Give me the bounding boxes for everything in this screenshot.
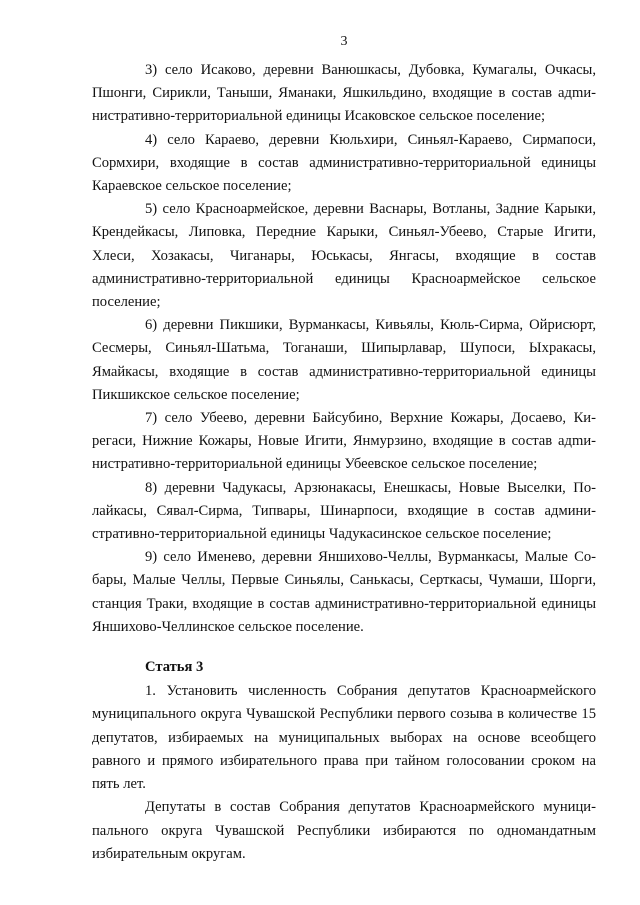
document-page	[92, 34, 596, 866]
list-item-9: 9) село Именево, деревни Яншихово-Челлы, Вурманкасы, Малые Собары, Малые Челлы, Первые Синьялы, Санькасы, Серткасы, Чумаши, Шорги, станция Траки, входящие в состав административно-территориальной единицы Яншихово-Челлинское сельское поселение.	[92, 549, 596, 635]
list-item-5: 5) село Красноармейское, деревни Васнары, Вотланы, Задние Карыки, Крендейкасы, Липовка, Передние Карыки, Синьял-Убеево, Старые Игити, Хлеси, Хозакасы, Чиганары, Юськасы, Янгасы, входящие в состав административно-территориальной единицы Красноармейское сельское поселение;	[92, 201, 596, 311]
list-item-3: 3) село Исаково, деревни Ванюшкасы, Дубовка, Кумагалы, Очкасы, Пшонги, Сирикли, Таныши, Яманаки, Яшкильдино, входящие в состав адmинистративно-территориальной единицы Исаковское сельское поселение;	[92, 62, 596, 125]
article-paragraph-1: 1. Установить численность Собрания депутатов Красноармейского муниципального округа Чувашской Республики первого созыва в количестве 15 депутатов, избираемых на муниципальных выборах на основе всеобщего равного и прямого избирательного права при тайном голосовании сроком на пять лет.	[92, 683, 596, 793]
list-item-4: 4) село Караево, деревни Кюльхири, Синьял-Караево, Сирмапоси, Сормхири, входящие в состав административно-территориальной единицы Караевское сельское поселение;	[92, 131, 596, 195]
list-item-7: 7) село Убеево, деревни Байсубино, Верхние Кожары, Досаево, Кирегаси, Нижние Кожары, Новые Игити, Янмурзино, входящие в состав адmинистративно-территориальной единицы Убеевское сельское поселение;	[92, 410, 596, 473]
list-item-6: 6) деревни Пикшики, Вурманкасы, Кивьялы, Кюль-Сирма, Ойрисюрт, Сесмеры, Синьял-Шатьма, Тоганаши, Шипырлавар, Шупоси, Ыхракасы, Ямайкасы, входящие в состав административно-территориальной единицы Пикшикское сельское поселение;	[92, 317, 596, 403]
list-item-8: 8) деревни Чадукасы, Арзюнакасы, Енешкасы, Новые Выселки, Полайкасы, Сявал-Сирма, Типвары, Шинарпоси, входящие в состав административно-территориальной единицы Чадукасинское сельское поселение;	[92, 479, 596, 543]
article-heading: Статья 3	[145, 659, 204, 676]
section-spacer	[92, 639, 596, 656]
page-number: 3	[340, 34, 348, 49]
article-paragraph-2: Депутаты в состав Собрания депутатов Красноармейского муниципального округа Чувашской Республики избираются по одномандатным избирательным округам.	[92, 799, 596, 862]
